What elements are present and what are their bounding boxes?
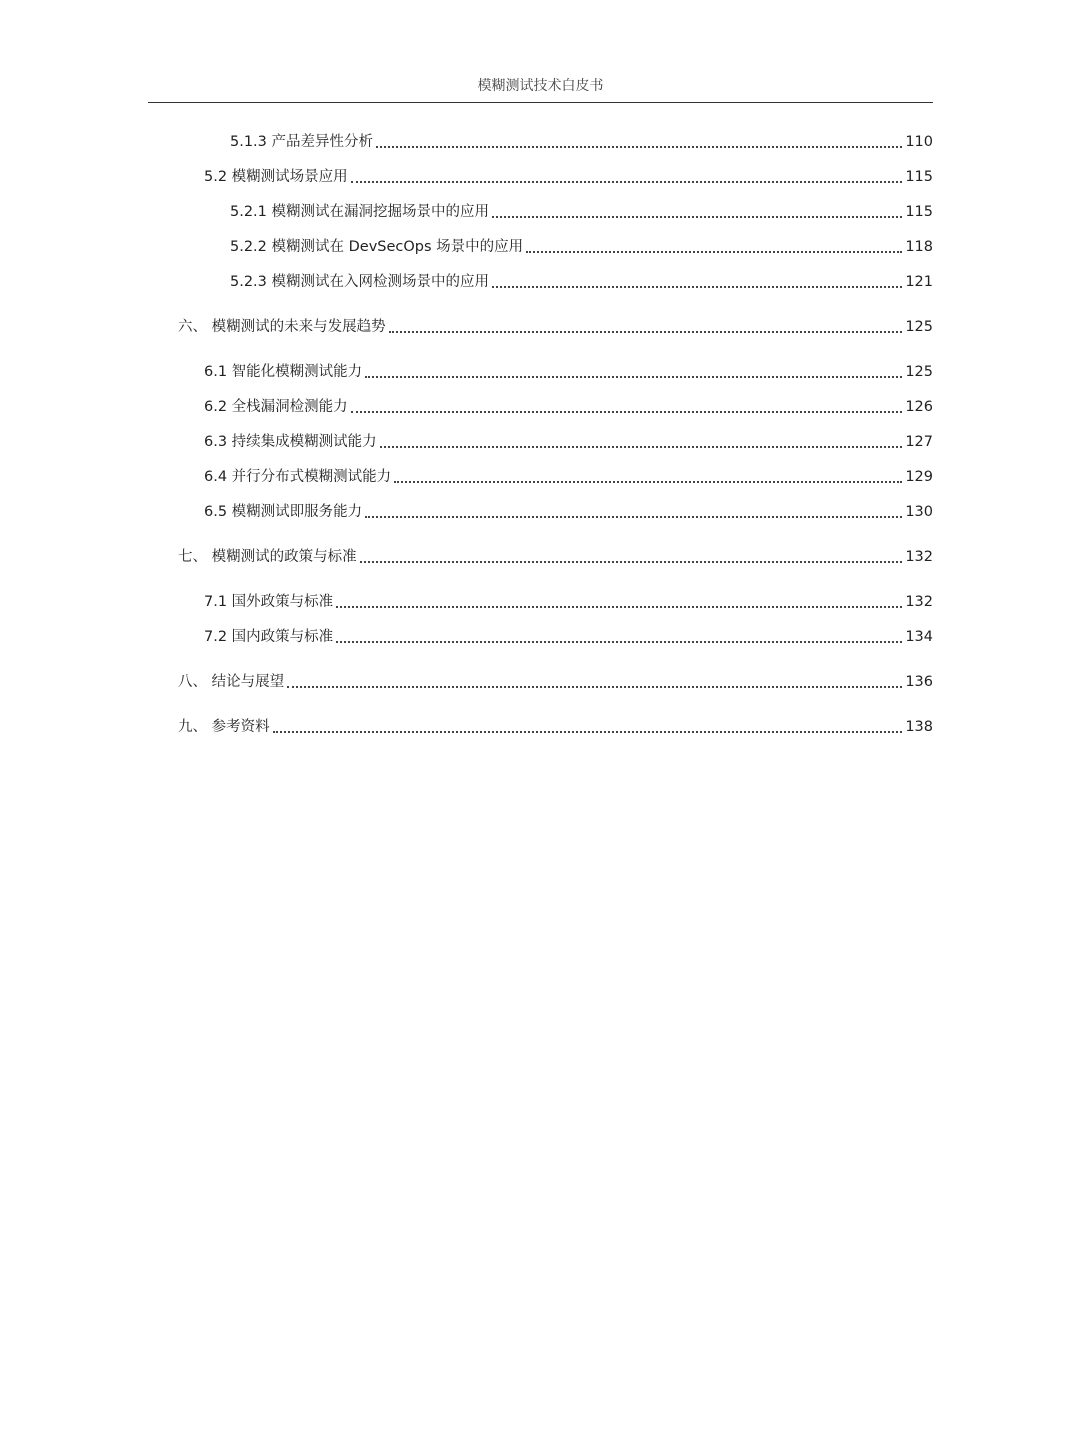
toc-entry-label: 6.3 持续集成模糊测试能力 (204, 434, 377, 450)
toc-entry-chapter-9[interactable] (178, 715, 933, 737)
toc-entry-label: 5.2.2 模糊测试在 DevSecOps 场景中的应用 (230, 239, 524, 255)
toc-dot-leader (492, 202, 902, 222)
toc-entry-5-2-1[interactable] (230, 200, 933, 222)
toc-entry-5-1-3[interactable] (230, 130, 933, 152)
toc-page-number: 115 (905, 169, 933, 185)
toc-page-number: 132 (905, 549, 933, 565)
toc-page-number: 130 (905, 504, 933, 520)
toc-page-number: 136 (905, 674, 933, 690)
toc-page-number: 127 (905, 434, 933, 450)
toc-page-number: 138 (905, 719, 933, 735)
toc-dot-leader (336, 592, 902, 612)
toc-entry-label: 6.5 模糊测试即服务能力 (204, 504, 363, 520)
toc-entry-7-2[interactable] (204, 625, 933, 647)
toc-page-number: 125 (905, 364, 933, 380)
toc-entry-6-2[interactable] (204, 395, 933, 417)
toc-dot-leader (526, 237, 902, 257)
toc-dot-leader (389, 317, 903, 337)
toc-entry-5-2-2[interactable] (230, 235, 933, 257)
toc-entry-label: 5.2 模糊测试场景应用 (204, 169, 348, 185)
toc-entry-5-2[interactable] (204, 165, 933, 187)
toc-entry-label: 5.1.3 产品差异性分析 (230, 134, 374, 150)
toc-page-number: 118 (905, 239, 933, 255)
toc-page-number: 115 (905, 204, 933, 220)
toc-page-number: 134 (905, 629, 933, 645)
toc-dot-leader (273, 717, 903, 737)
toc-entry-label: 5.2.1 模糊测试在漏洞挖掘场景中的应用 (230, 204, 490, 220)
toc-page-number: 132 (905, 594, 933, 610)
toc-entry-label: 7.2 国内政策与标准 (204, 629, 334, 645)
page-header (148, 76, 933, 103)
toc-entry-6-1[interactable] (204, 360, 933, 382)
toc-entry-label: 6.4 并行分布式模糊测试能力 (204, 469, 392, 485)
toc-dot-leader (380, 432, 903, 452)
toc-dot-leader (492, 272, 902, 292)
toc-entry-chapter-7[interactable] (178, 545, 933, 567)
toc-entry-label: 7.1 国外政策与标准 (204, 594, 334, 610)
toc-entry-label: 5.2.3 模糊测试在入网检测场景中的应用 (230, 274, 490, 290)
toc-page-number: 129 (905, 469, 933, 485)
toc-entry-label: 六、 模糊测试的未来与发展趋势 (178, 319, 386, 335)
toc-entry-chapter-8[interactable] (178, 670, 933, 692)
toc-dot-leader (365, 502, 902, 522)
toc-entry-label: 6.2 全栈漏洞检测能力 (204, 399, 348, 415)
toc-dot-leader (376, 132, 902, 152)
toc-entry-5-2-3[interactable] (230, 270, 933, 292)
toc-page-number: 121 (905, 274, 933, 290)
toc-entry-label: 九、 参考资料 (178, 719, 270, 735)
toc-dot-leader (351, 167, 903, 187)
toc-dot-leader (360, 547, 903, 567)
toc-entry-label: 6.1 智能化模糊测试能力 (204, 364, 363, 380)
toc-entry-label: 八、 结论与展望 (178, 674, 285, 690)
toc-entry-label: 七、 模糊测试的政策与标准 (178, 549, 357, 565)
toc-dot-leader (336, 627, 902, 647)
toc-entry-6-5[interactable] (204, 500, 933, 522)
toc-dot-leader (287, 672, 902, 692)
document-title: 模糊测试技术白皮书 (477, 78, 604, 94)
toc-page-number: 125 (905, 319, 933, 335)
toc-dot-leader (351, 397, 903, 417)
toc-page-number: 126 (905, 399, 933, 415)
toc-entry-7-1[interactable] (204, 590, 933, 612)
toc-entry-chapter-6[interactable] (178, 315, 933, 337)
toc-entry-6-4[interactable] (204, 465, 933, 487)
toc-page-number: 110 (905, 134, 933, 150)
toc-entry-6-3[interactable] (204, 430, 933, 452)
toc-dot-leader (365, 362, 902, 382)
toc-dot-leader (394, 467, 902, 487)
